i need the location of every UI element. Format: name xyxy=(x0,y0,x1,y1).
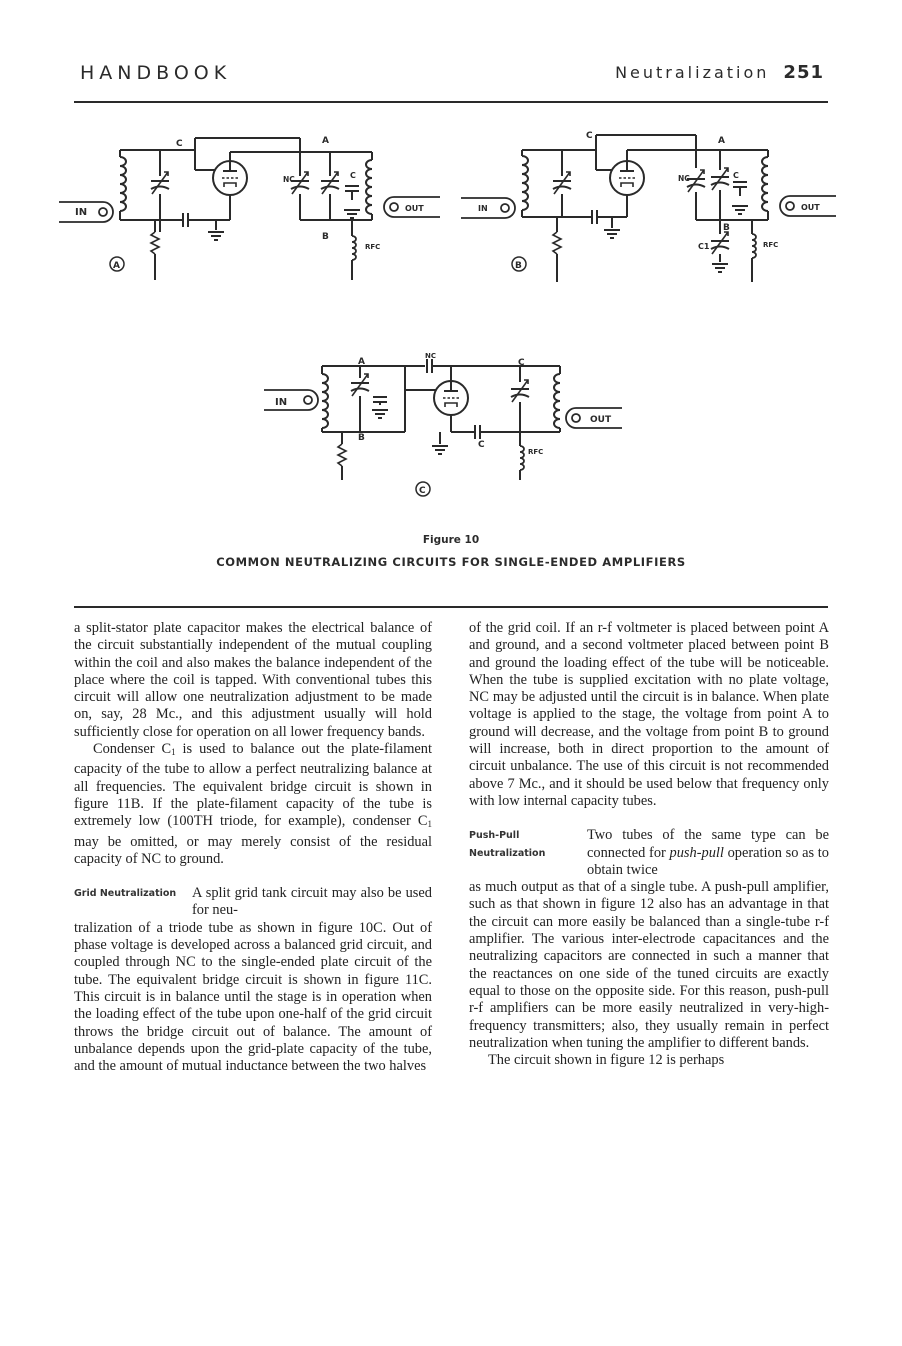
grid-neutralization-section xyxy=(74,885,432,1075)
push-pull-first-lines xyxy=(587,827,829,879)
label-a-nc: NC xyxy=(283,175,295,184)
running-head-title: HANDBOOK xyxy=(80,62,232,84)
label-c-nc: NC xyxy=(425,352,436,360)
right-paragraph-last: The circuit shown in figure 12 is perhaps xyxy=(488,1052,725,1069)
label-a-c: C xyxy=(176,139,183,149)
figure-label: Figure 10 xyxy=(422,534,480,546)
grid-neutralization-paragraph xyxy=(74,885,432,1075)
left-p2-text-b: is used to balance out the plate-filament capacity of the tube to allow a perfect neutralizing balance at all frequencies. The equivalent bridge circuit is shown in figure 11B. If the plate-filament capacity of the tube is extremely low (100TH triode, for example), condenser C xyxy=(74,741,432,830)
right-column xyxy=(469,620,829,1069)
label-a-out: OUT xyxy=(405,204,424,213)
panel-marker-b: B xyxy=(515,261,522,271)
label-b-a: A xyxy=(718,136,725,146)
grid-first-line: A split grid tank circuit may also be used for neu- xyxy=(192,885,432,919)
label-c-in: IN xyxy=(275,397,288,408)
schematic-a xyxy=(59,138,440,280)
page-number: 251 xyxy=(783,62,824,83)
figure-10-schematics xyxy=(0,110,902,530)
pp-first-em: push-pull xyxy=(669,844,724,861)
schematic-b xyxy=(461,135,836,282)
label-b-nc: NC xyxy=(678,174,690,183)
label-c-b: B xyxy=(358,433,365,443)
pp-first-a: Two tubes of the same type can be connected for xyxy=(587,827,829,861)
left-p2-sub-2: 1 xyxy=(427,819,432,830)
label-a-a: A xyxy=(322,136,329,146)
push-pull-heading-line-1: Push-Pull xyxy=(469,830,520,842)
grid-rest: tralization of a triode tube as shown in figure 10C. Out of phase voltage is developed across a balanced grid circuit, and coupled through NC to the single-ended plate circuit of the tube. The equivalent bridge circuit is shown in figure 11C. This circuit is in balance until the stage is in operation when the loading effect of the tube upon one-half of the grid circuit throws the bridge circuit out of balance. The amount of unbalance depends upon the grid-plate capacity of the tube, and the amount of mutual inductance between the two halves xyxy=(74,919,432,1075)
push-pull-heading xyxy=(469,827,587,862)
left-paragraph-1: a split-stator plate capacitor makes the electrical balance of the circuit substantially independent of the mutual coupling within the coil and also makes the balance independent of the place where the coil is tapped. With conventional tubes this circuit will allow one neutralization adjustment to be made on, say, 28 Mc., and this adjustment usually will hold sufficiently close for operation on all lower frequency bands. xyxy=(74,620,432,740)
header-rule xyxy=(74,101,828,103)
label-b-b: B xyxy=(723,223,730,233)
left-column xyxy=(74,620,432,1075)
running-head-section: Neutralization xyxy=(615,63,770,82)
right-paragraph-1: of the grid coil. If an r-f voltmeter is placed between point A and ground, and a second voltmeter placed between point B and ground the loading effect of the tube will be noticeable. When the tube is supplied excitation with no plate voltage, NC may be adjusted until the circuit is in balance. When plate voltage is applied to the stage, the voltage from point A to ground will decrease, and the voltage from point B to ground will increase, both in direct proportion to the amount of circuit unbalance. The use of this circuit is not recommended above 7 Mc., and it should be used below that frequency only with low internal capacity tubes. xyxy=(469,620,829,809)
figure-caption: COMMON NEUTRALIZING CIRCUITS FOR SINGLE-ENDED AMPLIFIERS xyxy=(216,555,686,569)
label-b-c1: C1 xyxy=(698,242,710,251)
left-p2-text-c: may be omitted, or may merely consist of the residual capacity of NC to ground. xyxy=(74,833,432,867)
label-b-c2: C xyxy=(733,171,739,180)
label-b-c: C xyxy=(586,131,593,141)
pp-first-b: operation so as to obtain twice xyxy=(587,844,829,878)
push-pull-section xyxy=(469,827,829,1069)
label-b-in: IN xyxy=(478,204,488,213)
label-c-c: C xyxy=(518,358,525,368)
panel-marker-a: A xyxy=(113,261,120,271)
label-b-rfc: RFC xyxy=(763,241,779,249)
label-c-a: A xyxy=(358,357,365,367)
label-a-rfc: RFC xyxy=(365,243,381,251)
left-paragraph-2 xyxy=(74,741,432,868)
label-a-b: B xyxy=(322,232,329,242)
schematic-c-labels xyxy=(275,352,612,496)
push-pull-rest: as much output as that of a single tube. A push-pull amplifier, such as that shown in figure 12 also has an advantage in that the circuit can more easily be balanced than a single-tube r-f amplifier. The various inter-electrode capacitances and the neutralizing capacitors are connected in such a manner that the reactances on one side of the tuned circuits are exactly equal to those on the opposite side. For this reason, push-pull r-f amplifiers can be more easily neutralized in very-high-frequency transmitters; also, they usually remain in perfect neutralization when tuning the amplifier to different bands. xyxy=(469,879,829,1051)
label-b-out: OUT xyxy=(801,203,820,212)
left-p2-text-a: Condenser C xyxy=(93,741,172,758)
figure-bottom-rule xyxy=(74,606,828,608)
running-head-right xyxy=(615,62,824,83)
label-c-c2: C xyxy=(478,440,485,450)
label-c-out: OUT xyxy=(590,415,612,425)
push-pull-heading-line-2: Neutralization xyxy=(469,847,546,859)
panel-marker-c: C xyxy=(419,486,426,496)
left-p2-sub-1: 1 xyxy=(171,747,176,758)
label-a-in: IN xyxy=(75,207,88,218)
schematic-c xyxy=(264,359,622,480)
label-c-rfc: RFC xyxy=(528,448,544,456)
grid-neutralization-heading: Grid Neutralization xyxy=(74,888,177,900)
label-a-c2: C xyxy=(350,171,356,180)
